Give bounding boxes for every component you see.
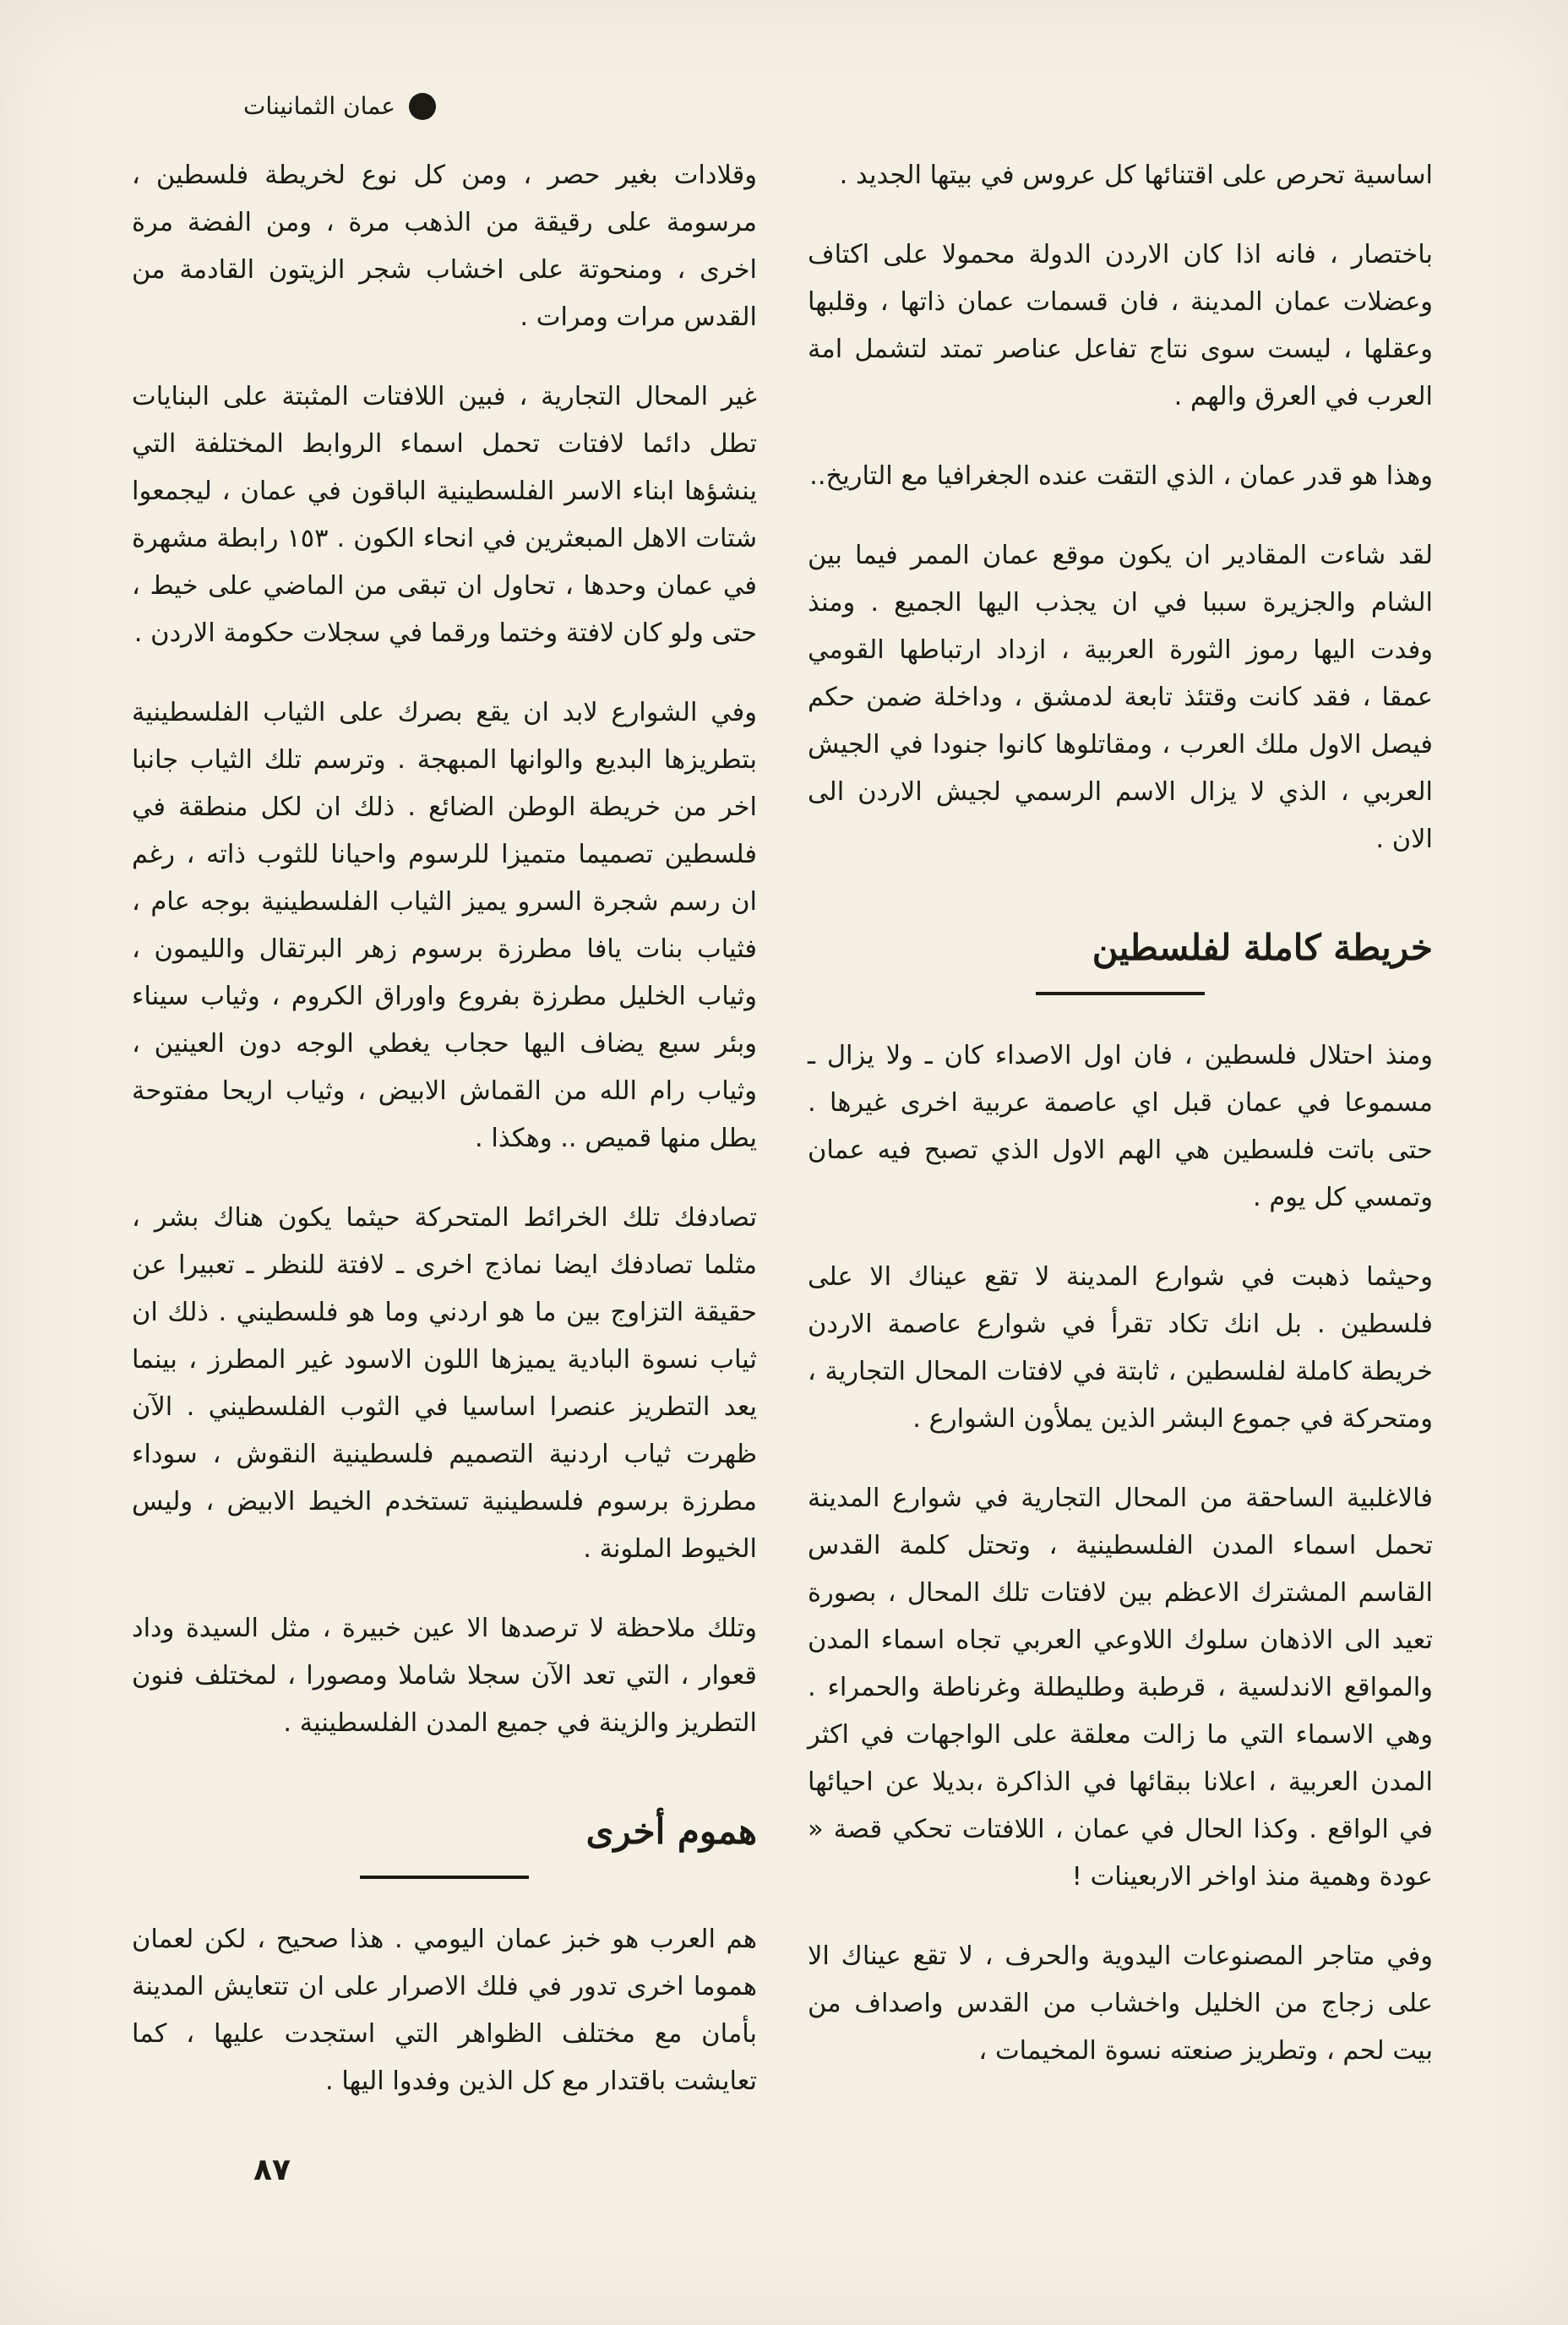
section-heading-other-concerns: هموم أخرى <box>585 1810 757 1852</box>
paragraph: وفي متاجر المصنوعات اليدوية والحرف ، لا تقع عيناك الا على زجاج من الخليل واخشاب من القدس واصداف من بيت لحم ، وتطريز صنعته نسوة المخيمات ، <box>808 1941 1433 2066</box>
left-column <box>132 152 757 2137</box>
paragraph: وهذا هو قدر عمان ، الذي التقت عنده الجغرافيا مع التاريخ.. <box>809 461 1433 491</box>
paragraph: غير المحال التجارية ، فبين اللافتات المثبتة على البنايات تطل دائما لافتات تحمل اسماء الروابط المختلفة التي ينشؤها ابناء الاسر الفلسطينية الباقون في عمان ، ليجمعوا شتات الاهل المبعثرين في انحاء الكون . ١٥٣ رابطة مشهرة في عمان وحدها ، تحاول ان تبقى من الماضي على خيط ، حتى ولو كان لافتة وختما ورقما في سجلات حكومة الاردن . <box>132 382 757 648</box>
running-head <box>243 81 436 132</box>
paragraph: اساسية تحرص على اقتنائها كل عروس في بيتها الجديد . <box>839 161 1433 190</box>
paragraph: وتلك ملاحظة لا ترصدها الا عين خبيرة ، مثل السيدة وداد قعوار ، التي تعد الآن سجلا شاملا ومصورا ، لمختلف فنون التطريز والزينة في جميع المدن الفلسطينية . <box>132 1614 757 1738</box>
paragraph: وفي الشوارع لابد ان يقع بصرك على الثياب الفلسطينية بتطريزها البديع والوانها المبهجة . وترسم تلك الثياب جانبا اخر من خريطة الوطن الضائع . ذلك ان لكل منطقة في فلسطين تصميما متميزا للرسوم واحيانا للثوب ذاته ، رغم ان رسم شجرة السرو يميز الثياب الفلسطينية بوجه عام ، فثياب بنات يافا مطرزة برسوم زهر البرتقال والليمون ، وثياب الخليل مطرزة بفروع واوراق الكروم ، وثياب سيناء وبئر سبع يضاف اليها حجاب يغطي الوجه دون العينين ، وثياب رام الله من القماش الابيض ، وثياب اريحا مفتوحة يطل منها قميص .. وهكذا . <box>132 698 757 1153</box>
right-column <box>808 152 1433 2107</box>
heading-underline <box>1036 992 1205 995</box>
paragraph: وحيثما ذهبت في شوارع المدينة لا تقع عيناك الا على فلسطين . بل انك تكاد تقرأ في شوارع عاصمة الاردن خريطة كاملة لفلسطين ، ثابتة في لافتات المحال التجارية ، ومتحركة في جموع البشر الذين يملأون الشوارع . <box>808 1262 1433 1434</box>
running-title: عمان الثمانينات <box>243 92 395 120</box>
paragraph: فالاغلبية الساحقة من المحال التجارية في شوارع المدينة تحمل اسماء المدن الفلسطينية ، وتحتل كلمة القدس القاسم المشترك الاعظم بين لافتات تلك المحال ، بصورة تعيد الى الاذهان سلوك اللاوعي العربي تجاه اسماء المدن والمواقع الاندلسية ، قرطبة وطليطلة وغرناطة والحمراء . وهي الاسماء التي ما زالت معلقة على الواجهات في اكثر المدن العربية ، اعلانا ببقائها في الذاكرة ،بديلا عن احيائها في الواقع . وكذا الحال في عمان ، اللافتات تحكي قصة « عودة وهمية منذ اواخر الاربعينات ! <box>808 1484 1433 1892</box>
heading-underline <box>360 1876 529 1879</box>
page-number: ٨٧ <box>253 2153 291 2187</box>
bullet-icon <box>409 93 436 120</box>
paragraph: باختصار ، فانه اذا كان الاردن الدولة محمولا على اكتاف وعضلات عمان المدينة ، فان قسمات عمان ذاتها ، وقلبها وعقلها ، ليست سوى نتاج تفاعل عناصر تمتد لتشمل امة العرب في العرق والهم . <box>808 240 1433 411</box>
paragraph: ومنذ احتلال فلسطين ، فان اول الاصداء كان ـ ولا يزال ـ مسموعا في عمان قبل اي عاصمة عربية اخرى غيرها . حتى باتت فلسطين هي الهم الاول الذي تصبح فيه عمان وتمسي كل يوم . <box>808 1041 1433 1212</box>
paragraph: وقلادات بغير حصر ، ومن كل نوع لخريطة فلسطين ، مرسومة على رقيقة من الذهب مرة ، ومن الفضة مرة اخرى ، ومنحوتة على اخشاب شجر الزيتون القادمة من القدس مرات ومرات . <box>132 161 757 332</box>
paragraph: لقد شاءت المقادير ان يكون موقع عمان الممر فيما بين الشام والجزيرة سببا في ان يجذب اليها الجميع . ومنذ وفدت اليها رموز الثورة العربية ، ازداد ارتباطها القومي عمقا ، فقد كانت وقتئذ تابعة لدمشق ، وداخلة ضمن حكم فيصل الاول ملك العرب ، ومقاتلوها كانوا جنودا في الجيش العربي ، الذي لا يزال الاسم الرسمي لجيش الاردن الى الان . <box>808 541 1433 854</box>
section-heading-palestine-map: خريطة كاملة لفلسطين <box>1092 927 1433 968</box>
paragraph: تصادفك تلك الخرائط المتحركة حيثما يكون هناك بشر ، مثلما تصادفك ايضا نماذج اخرى ـ لافتة للنظر ـ تعبيرا عن حقيقة التزاوج بين ما هو اردني وما هو فلسطيني . ذلك ان ثياب نسوة البادية يميزها اللون الاسود غير المطرز ، بينما يعد التطريز عنصرا اساسيا في الثوب الفلسطيني . الآن ظهرت ثياب اردنية التصميم فلسطينية النقوش ، سوداء مطرزة برسوم فلسطينية تستخدم الخيط الابيض ، وليس الخيوط الملونة . <box>132 1203 757 1564</box>
paragraph: هم العرب هو خبز عمان اليومي . هذا صحيح ، لكن لعمان هموما اخرى تدور في فلك الاصرار على ان تتعايش المدينة بأمان مع مختلف الظواهر التي استجدت عليها ، كما تعايشت باقتدار مع كل الذين وفدوا اليها . <box>132 1925 757 2096</box>
